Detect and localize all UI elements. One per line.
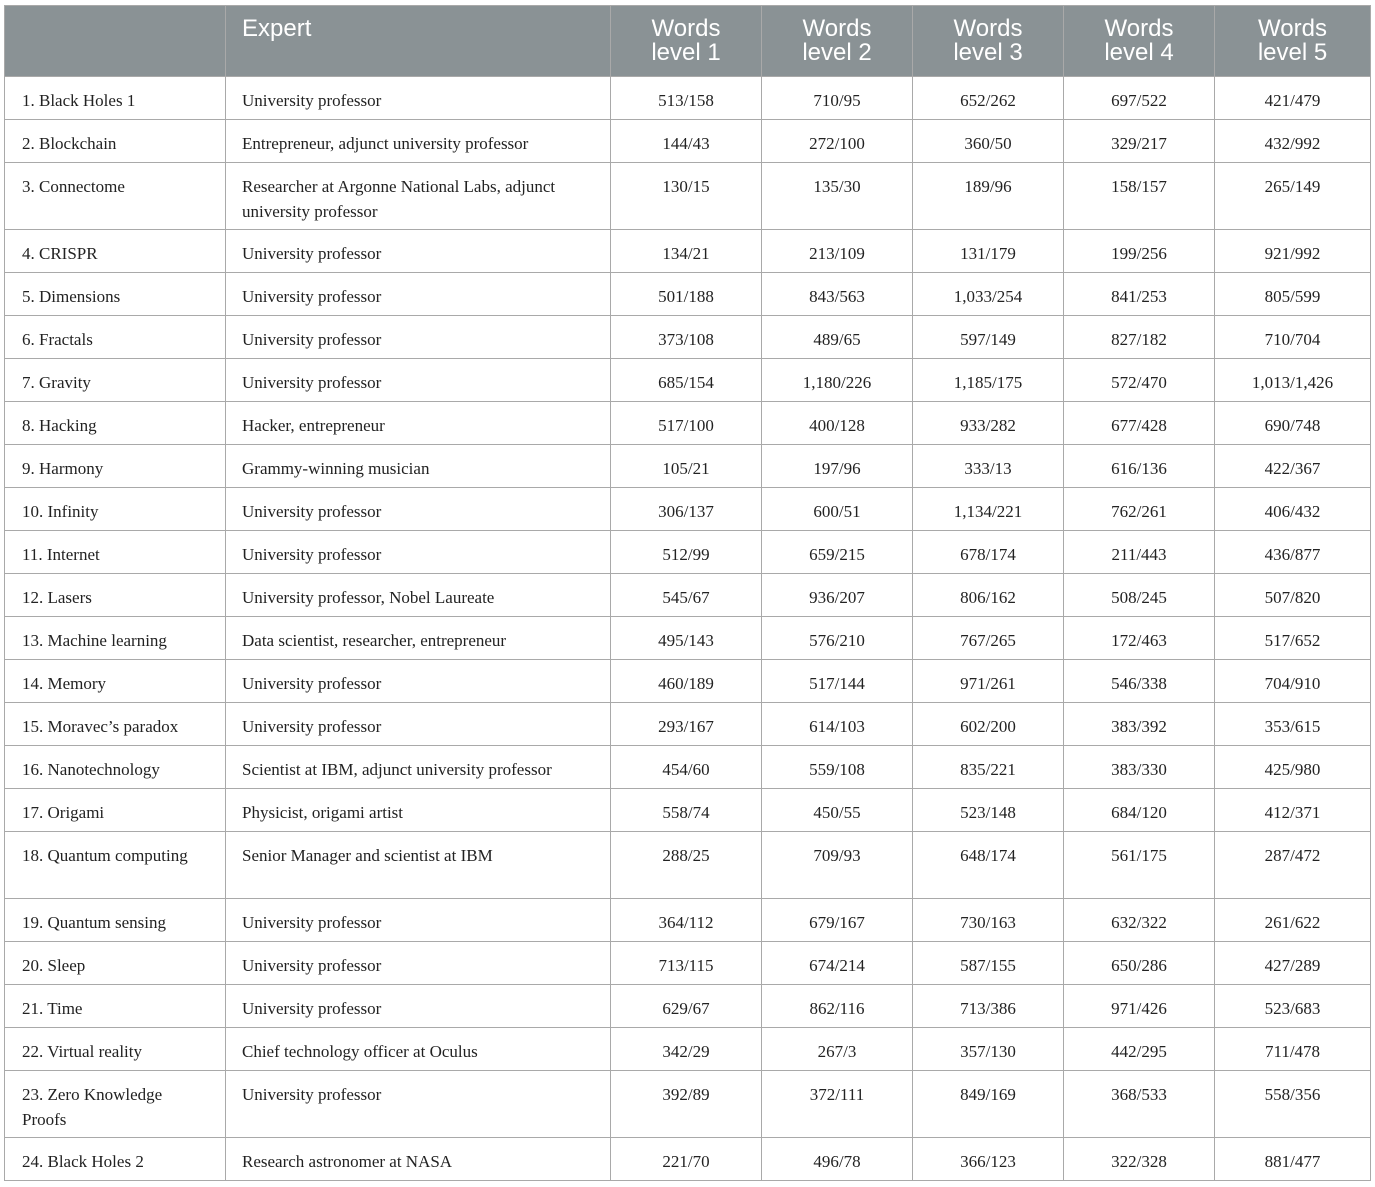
level-1-cell: 460/189 xyxy=(611,660,762,703)
level-4-cell: 650/286 xyxy=(1064,942,1215,985)
header-level-3-line1: Words xyxy=(953,15,1023,42)
topic-cell: 6. Fractals xyxy=(5,316,226,359)
level-5-cell: 805/599 xyxy=(1215,273,1371,316)
level-3-cell: 678/174 xyxy=(913,531,1064,574)
table-row xyxy=(5,316,1371,359)
table-row xyxy=(5,660,1371,703)
topic-cell: 8. Hacking xyxy=(5,402,226,445)
level-2-cell: 450/55 xyxy=(762,789,913,832)
header-level-4-line2: level 4 xyxy=(1104,39,1174,66)
level-2-cell: 862/116 xyxy=(762,985,913,1028)
level-5-cell: 507/820 xyxy=(1215,574,1371,617)
topic-cell: 5. Dimensions xyxy=(5,273,226,316)
level-2-cell: 496/78 xyxy=(762,1138,913,1181)
level-4-cell: 572/470 xyxy=(1064,359,1215,402)
level-3-cell: 933/282 xyxy=(913,402,1064,445)
table-row xyxy=(5,617,1371,660)
level-1-cell: 517/100 xyxy=(611,402,762,445)
expert-cell: University professor xyxy=(226,1071,611,1138)
level-2-cell: 710/95 xyxy=(762,77,913,120)
level-1-cell: 713/115 xyxy=(611,942,762,985)
level-5-cell: 265/149 xyxy=(1215,163,1371,230)
level-5-cell: 432/992 xyxy=(1215,120,1371,163)
level-3-cell: 333/13 xyxy=(913,445,1064,488)
table-row xyxy=(5,445,1371,488)
expert-cell: Data scientist, researcher, entrepreneur xyxy=(226,617,611,660)
table-row xyxy=(5,273,1371,316)
level-4-cell: 199/256 xyxy=(1064,230,1215,273)
header-level-2 xyxy=(762,6,913,77)
level-5-cell: 523/683 xyxy=(1215,985,1371,1028)
table-row xyxy=(5,402,1371,445)
header-topic xyxy=(5,6,226,77)
topic-cell: 12. Lasers xyxy=(5,574,226,617)
header-level-5-line1: Words xyxy=(1258,15,1327,42)
level-5-cell: 261/622 xyxy=(1215,899,1371,942)
table-row xyxy=(5,899,1371,942)
level-2-cell: 135/30 xyxy=(762,163,913,230)
level-4-cell: 684/120 xyxy=(1064,789,1215,832)
level-1-cell: 373/108 xyxy=(611,316,762,359)
table-row xyxy=(5,120,1371,163)
expert-cell: University professor xyxy=(226,942,611,985)
table-row xyxy=(5,77,1371,120)
level-1-cell: 293/167 xyxy=(611,703,762,746)
header-level-4-line1: Words xyxy=(1104,15,1174,42)
level-5-cell: 881/477 xyxy=(1215,1138,1371,1181)
topic-cell: 13. Machine learning xyxy=(5,617,226,660)
level-1-cell: 629/67 xyxy=(611,985,762,1028)
header-level-3-line2: level 3 xyxy=(953,39,1023,66)
table-row xyxy=(5,359,1371,402)
header-level-1-line1: Words xyxy=(651,15,721,42)
level-4-cell: 561/175 xyxy=(1064,832,1215,899)
level-5-cell: 704/910 xyxy=(1215,660,1371,703)
level-3-cell: 648/174 xyxy=(913,832,1064,899)
level-2-cell: 559/108 xyxy=(762,746,913,789)
topic-cell: 3. Connectome xyxy=(5,163,226,230)
expert-cell: University professor xyxy=(226,230,611,273)
level-4-cell: 697/522 xyxy=(1064,77,1215,120)
table-row xyxy=(5,163,1371,230)
level-4-cell: 546/338 xyxy=(1064,660,1215,703)
table-row xyxy=(5,985,1371,1028)
expert-cell: University professor xyxy=(226,660,611,703)
topic-cell: 16. Nanotechnology xyxy=(5,746,226,789)
table-row xyxy=(5,942,1371,985)
topic-cell: 20. Sleep xyxy=(5,942,226,985)
level-3-cell: 360/50 xyxy=(913,120,1064,163)
level-3-cell: 835/221 xyxy=(913,746,1064,789)
table-body xyxy=(5,77,1371,1181)
level-5-cell: 517/652 xyxy=(1215,617,1371,660)
table-header-row xyxy=(5,6,1371,77)
topic-cell: 2. Blockchain xyxy=(5,120,226,163)
level-1-cell: 306/137 xyxy=(611,488,762,531)
level-2-cell: 936/207 xyxy=(762,574,913,617)
expert-cell: University professor xyxy=(226,359,611,402)
expert-cell: Chief technology officer at Oculus xyxy=(226,1028,611,1071)
level-4-cell: 508/245 xyxy=(1064,574,1215,617)
level-5-cell: 421/479 xyxy=(1215,77,1371,120)
level-2-cell: 400/128 xyxy=(762,402,913,445)
level-3-cell: 357/130 xyxy=(913,1028,1064,1071)
level-1-cell: 221/70 xyxy=(611,1138,762,1181)
level-4-cell: 172/463 xyxy=(1064,617,1215,660)
level-4-cell: 322/328 xyxy=(1064,1138,1215,1181)
expert-cell: Senior Manager and scientist at IBM xyxy=(226,832,611,899)
topic-cell: 18. Quantum computing xyxy=(5,832,226,899)
level-2-cell: 600/51 xyxy=(762,488,913,531)
level-3-cell: 652/262 xyxy=(913,77,1064,120)
topic-cell: 1. Black Holes 1 xyxy=(5,77,226,120)
level-5-cell: 287/472 xyxy=(1215,832,1371,899)
level-2-cell: 709/93 xyxy=(762,832,913,899)
level-4-cell: 632/322 xyxy=(1064,899,1215,942)
level-4-cell: 762/261 xyxy=(1064,488,1215,531)
level-5-cell: 427/289 xyxy=(1215,942,1371,985)
expert-cell: University professor xyxy=(226,273,611,316)
topic-cell: 22. Virtual reality xyxy=(5,1028,226,1071)
level-3-cell: 366/123 xyxy=(913,1138,1064,1181)
level-2-cell: 267/3 xyxy=(762,1028,913,1071)
header-level-2-line2: level 2 xyxy=(802,39,872,66)
level-2-cell: 674/214 xyxy=(762,942,913,985)
level-2-cell: 1,180/226 xyxy=(762,359,913,402)
level-5-cell: 425/980 xyxy=(1215,746,1371,789)
level-3-cell: 849/169 xyxy=(913,1071,1064,1138)
expert-cell: University professor xyxy=(226,703,611,746)
level-1-cell: 558/74 xyxy=(611,789,762,832)
table-row xyxy=(5,789,1371,832)
table-row xyxy=(5,832,1371,899)
level-1-cell: 364/112 xyxy=(611,899,762,942)
level-5-cell: 436/877 xyxy=(1215,531,1371,574)
level-1-cell: 134/21 xyxy=(611,230,762,273)
level-2-cell: 197/96 xyxy=(762,445,913,488)
level-1-cell: 545/67 xyxy=(611,574,762,617)
topic-cell: 17. Origami xyxy=(5,789,226,832)
level-4-cell: 383/330 xyxy=(1064,746,1215,789)
level-4-cell: 158/157 xyxy=(1064,163,1215,230)
level-1-cell: 512/99 xyxy=(611,531,762,574)
header-level-4 xyxy=(1064,6,1215,77)
topic-cell: 10. Infinity xyxy=(5,488,226,531)
expert-cell: Researcher at Argonne National Labs, adjunct university professor xyxy=(226,163,611,230)
experts-table xyxy=(4,5,1371,1181)
topic-cell: 24. Black Holes 2 xyxy=(5,1138,226,1181)
expert-cell: Hacker, entrepreneur xyxy=(226,402,611,445)
level-2-cell: 576/210 xyxy=(762,617,913,660)
expert-cell: University professor, Nobel Laureate xyxy=(226,574,611,617)
level-2-cell: 272/100 xyxy=(762,120,913,163)
level-5-cell: 353/615 xyxy=(1215,703,1371,746)
header-expert-line1: Expert xyxy=(242,15,312,42)
level-5-cell: 1,013/1,426 xyxy=(1215,359,1371,402)
level-3-cell: 597/149 xyxy=(913,316,1064,359)
expert-cell: University professor xyxy=(226,77,611,120)
level-2-cell: 489/65 xyxy=(762,316,913,359)
header-level-5 xyxy=(1215,6,1371,77)
level-4-cell: 841/253 xyxy=(1064,273,1215,316)
level-1-cell: 130/15 xyxy=(611,163,762,230)
level-3-cell: 1,134/221 xyxy=(913,488,1064,531)
table-row xyxy=(5,574,1371,617)
header-level-1-line2: level 1 xyxy=(651,39,721,66)
topic-cell: 11. Internet xyxy=(5,531,226,574)
level-3-cell: 131/179 xyxy=(913,230,1064,273)
level-5-cell: 711/478 xyxy=(1215,1028,1371,1071)
level-4-cell: 677/428 xyxy=(1064,402,1215,445)
level-5-cell: 412/371 xyxy=(1215,789,1371,832)
level-3-cell: 1,033/254 xyxy=(913,273,1064,316)
level-3-cell: 587/155 xyxy=(913,942,1064,985)
level-3-cell: 971/261 xyxy=(913,660,1064,703)
expert-cell: Grammy-winning musician xyxy=(226,445,611,488)
table-row xyxy=(5,531,1371,574)
table-row xyxy=(5,230,1371,273)
level-4-cell: 211/443 xyxy=(1064,531,1215,574)
level-3-cell: 767/265 xyxy=(913,617,1064,660)
level-3-cell: 730/163 xyxy=(913,899,1064,942)
level-5-cell: 422/367 xyxy=(1215,445,1371,488)
level-2-cell: 213/109 xyxy=(762,230,913,273)
topic-cell: 21. Time xyxy=(5,985,226,1028)
level-5-cell: 921/992 xyxy=(1215,230,1371,273)
level-1-cell: 495/143 xyxy=(611,617,762,660)
level-3-cell: 713/386 xyxy=(913,985,1064,1028)
level-2-cell: 659/215 xyxy=(762,531,913,574)
level-4-cell: 368/533 xyxy=(1064,1071,1215,1138)
level-5-cell: 710/704 xyxy=(1215,316,1371,359)
level-2-cell: 614/103 xyxy=(762,703,913,746)
level-1-cell: 288/25 xyxy=(611,832,762,899)
level-4-cell: 329/217 xyxy=(1064,120,1215,163)
table-row xyxy=(5,1028,1371,1071)
level-2-cell: 679/167 xyxy=(762,899,913,942)
level-5-cell: 690/748 xyxy=(1215,402,1371,445)
level-5-cell: 406/432 xyxy=(1215,488,1371,531)
expert-cell: Scientist at IBM, adjunct university professor xyxy=(226,746,611,789)
level-4-cell: 383/392 xyxy=(1064,703,1215,746)
level-1-cell: 342/29 xyxy=(611,1028,762,1071)
expert-cell: Research astronomer at NASA xyxy=(226,1138,611,1181)
expert-cell: University professor xyxy=(226,488,611,531)
topic-cell: 7. Gravity xyxy=(5,359,226,402)
expert-cell: Entrepreneur, adjunct university professor xyxy=(226,120,611,163)
level-3-cell: 523/148 xyxy=(913,789,1064,832)
table-row xyxy=(5,746,1371,789)
level-1-cell: 144/43 xyxy=(611,120,762,163)
topic-cell: 23. Zero Knowledge Proofs xyxy=(5,1071,226,1138)
expert-cell: University professor xyxy=(226,985,611,1028)
topic-cell: 9. Harmony xyxy=(5,445,226,488)
level-1-cell: 513/158 xyxy=(611,77,762,120)
table-row xyxy=(5,703,1371,746)
expert-cell: Physicist, origami artist xyxy=(226,789,611,832)
header-expert xyxy=(226,6,611,77)
topic-cell: 15. Moravec’s paradox xyxy=(5,703,226,746)
header-level-5-line2: level 5 xyxy=(1257,39,1328,66)
level-1-cell: 454/60 xyxy=(611,746,762,789)
expert-cell: University professor xyxy=(226,899,611,942)
level-3-cell: 189/96 xyxy=(913,163,1064,230)
header-level-1 xyxy=(611,6,762,77)
level-2-cell: 843/563 xyxy=(762,273,913,316)
level-4-cell: 616/136 xyxy=(1064,445,1215,488)
topic-cell: 4. CRISPR xyxy=(5,230,226,273)
level-4-cell: 827/182 xyxy=(1064,316,1215,359)
expert-cell: University professor xyxy=(226,531,611,574)
level-1-cell: 501/188 xyxy=(611,273,762,316)
level-1-cell: 685/154 xyxy=(611,359,762,402)
level-3-cell: 806/162 xyxy=(913,574,1064,617)
table-row xyxy=(5,488,1371,531)
table-row xyxy=(5,1138,1371,1181)
level-4-cell: 442/295 xyxy=(1064,1028,1215,1071)
level-3-cell: 1,185/175 xyxy=(913,359,1064,402)
level-1-cell: 105/21 xyxy=(611,445,762,488)
topic-cell: 19. Quantum sensing xyxy=(5,899,226,942)
level-2-cell: 517/144 xyxy=(762,660,913,703)
header-level-2-line1: Words xyxy=(802,15,872,42)
level-3-cell: 602/200 xyxy=(913,703,1064,746)
table-row xyxy=(5,1071,1371,1138)
expert-cell: University professor xyxy=(226,316,611,359)
level-1-cell: 392/89 xyxy=(611,1071,762,1138)
topic-cell: 14. Memory xyxy=(5,660,226,703)
level-4-cell: 971/426 xyxy=(1064,985,1215,1028)
level-2-cell: 372/111 xyxy=(762,1071,913,1138)
level-5-cell: 558/356 xyxy=(1215,1071,1371,1138)
header-level-3 xyxy=(913,6,1064,77)
